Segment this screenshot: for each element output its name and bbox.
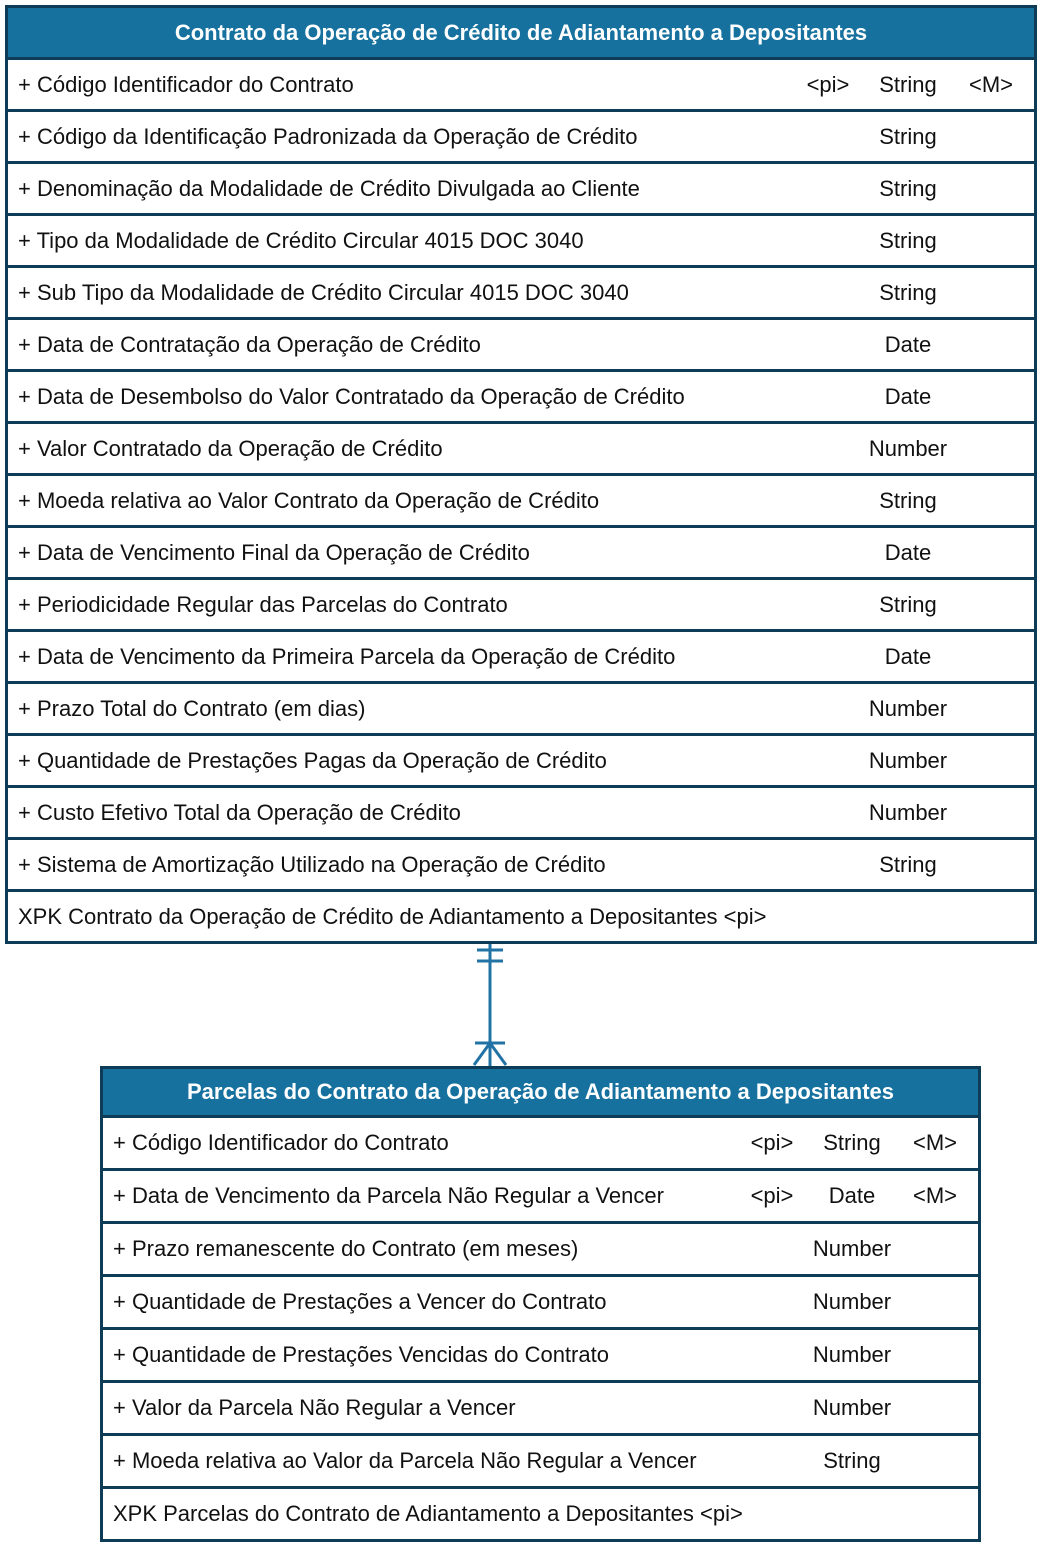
- entity-title: Contrato da Operação de Crédito de Adiantamento a Depositantes: [174, 19, 868, 45]
- attribute-label: + Data de Vencimento Final da Operação de Crédito: [18, 539, 530, 565]
- attribute-type: Date: [884, 643, 932, 669]
- entity-title: Parcelas do Contrato da Operação de Adiantamento a Depositantes: [186, 1079, 895, 1104]
- attribute-mandatory-flag: <M>: [912, 1130, 958, 1155]
- attribute-type: String: [879, 851, 937, 877]
- attribute-row: [8, 733, 1034, 785]
- attribute-label: + Valor da Parcela Não Regular a Vencer: [113, 1395, 516, 1420]
- attribute-type: Number: [812, 1289, 892, 1314]
- attribute-row: [8, 837, 1034, 889]
- attribute-label: + Denominação da Modalidade de Crédito Divulgada ao Cliente: [18, 175, 640, 201]
- attribute-row: [8, 681, 1034, 733]
- attribute-label: + Prazo remanescente do Contrato (em meses): [113, 1236, 579, 1261]
- attribute-type: String: [823, 1448, 881, 1473]
- attribute-row: [103, 1221, 978, 1274]
- attribute-mandatory-flag: <M>: [912, 1183, 958, 1208]
- attribute-label: + Data de Vencimento da Parcela Não Regular a Vencer: [113, 1183, 664, 1208]
- attribute-label: XPK Parcelas do Contrato de Adiantamento a Depositantes <pi>: [113, 1501, 743, 1526]
- attribute-row: [103, 1115, 978, 1168]
- attribute-row: [8, 317, 1034, 369]
- attribute-list: [8, 57, 1034, 941]
- attribute-row: [8, 525, 1034, 577]
- attribute-type: String: [879, 487, 937, 513]
- attribute-label: + Moeda relativa ao Valor Contrato da Operação de Crédito: [18, 487, 600, 513]
- entity-header: [8, 8, 1034, 57]
- attribute-type: Number: [812, 1342, 892, 1367]
- attribute-type: Date: [828, 1183, 876, 1208]
- attribute-row: [8, 889, 1034, 941]
- attribute-type: Date: [884, 383, 932, 409]
- attribute-row: [8, 161, 1034, 213]
- attribute-label: + Moeda relativa ao Valor da Parcela Não Regular a Vencer: [113, 1448, 697, 1473]
- attribute-row: [8, 213, 1034, 265]
- attribute-label: + Data de Desembolso do Valor Contratado da Operação de Crédito: [18, 383, 685, 409]
- attribute-row: [103, 1486, 978, 1539]
- attribute-type: Date: [884, 331, 932, 357]
- attribute-row: [8, 421, 1034, 473]
- cardinality-one-ticks: [477, 950, 503, 961]
- attribute-label: + Tipo da Modalidade de Crédito Circular 4015 DOC 3040: [18, 227, 584, 253]
- attribute-type: Number: [868, 747, 948, 773]
- attribute-type: Date: [884, 539, 932, 565]
- attribute-label: + Valor Contratado da Operação de Crédito: [18, 435, 443, 461]
- attribute-label: + Prazo Total do Contrato (em dias): [18, 695, 366, 721]
- attribute-label: + Quantidade de Prestações a Vencer do Contrato: [113, 1289, 607, 1314]
- attribute-type: String: [879, 227, 937, 253]
- cardinality-many-crowfoot: [474, 1043, 506, 1065]
- attribute-pi-flag: <pi>: [750, 1130, 794, 1155]
- attribute-type: String: [879, 71, 937, 97]
- attribute-row: [8, 109, 1034, 161]
- attribute-type: Number: [812, 1395, 892, 1420]
- attribute-label: + Periodicidade Regular das Parcelas do Contrato: [18, 591, 508, 617]
- attribute-label: + Código Identificador do Contrato: [18, 71, 354, 97]
- attribute-pi-flag: <pi>: [750, 1183, 794, 1208]
- attribute-label: + Sistema de Amortização Utilizado na Operação de Crédito: [18, 851, 606, 877]
- attribute-type: String: [823, 1130, 881, 1155]
- attribute-mandatory-flag: <M>: [968, 71, 1014, 97]
- attribute-row: [103, 1327, 978, 1380]
- attribute-label: XPK Contrato da Operação de Crédito de Adiantamento a Depositantes <pi>: [18, 903, 767, 929]
- attribute-row: [8, 785, 1034, 837]
- attribute-row: [8, 265, 1034, 317]
- attribute-type: Number: [868, 435, 948, 461]
- attribute-pi-flag: <pi>: [806, 71, 850, 97]
- attribute-type: Number: [868, 695, 948, 721]
- attribute-row: [8, 629, 1034, 681]
- attribute-type: Number: [812, 1236, 892, 1261]
- attribute-row: [8, 473, 1034, 525]
- attribute-row: [103, 1274, 978, 1327]
- attribute-row: [8, 577, 1034, 629]
- entity-header: [103, 1069, 978, 1115]
- attribute-label: + Quantidade de Prestações Vencidas do Contrato: [113, 1342, 609, 1367]
- attribute-type: String: [879, 591, 937, 617]
- attribute-label: + Sub Tipo da Modalidade de Crédito Circular 4015 DOC 3040: [18, 279, 629, 305]
- attribute-row: [103, 1380, 978, 1433]
- entity-contrato-operacao-credito[interactable]: [5, 5, 1037, 944]
- attribute-label: + Código Identificador do Contrato: [113, 1130, 449, 1155]
- attribute-list: [103, 1115, 978, 1539]
- attribute-type: String: [879, 175, 937, 201]
- attribute-row: [103, 1168, 978, 1221]
- attribute-row: [8, 369, 1034, 421]
- attribute-type: String: [879, 123, 937, 149]
- attribute-row: [103, 1433, 978, 1486]
- attribute-label: + Data de Contratação da Operação de Crédito: [18, 331, 481, 357]
- attribute-label: + Custo Efetivo Total da Operação de Crédito: [18, 799, 461, 825]
- attribute-label: + Data de Vencimento da Primeira Parcela da Operação de Crédito: [18, 643, 676, 669]
- attribute-type: String: [879, 279, 937, 305]
- entity-parcelas-contrato[interactable]: [100, 1066, 981, 1542]
- attribute-label: + Quantidade de Prestações Pagas da Operação de Crédito: [18, 747, 607, 773]
- attribute-label: + Código da Identificação Padronizada da Operação de Crédito: [18, 123, 638, 149]
- attribute-row: [8, 57, 1034, 109]
- attribute-type: Number: [868, 799, 948, 825]
